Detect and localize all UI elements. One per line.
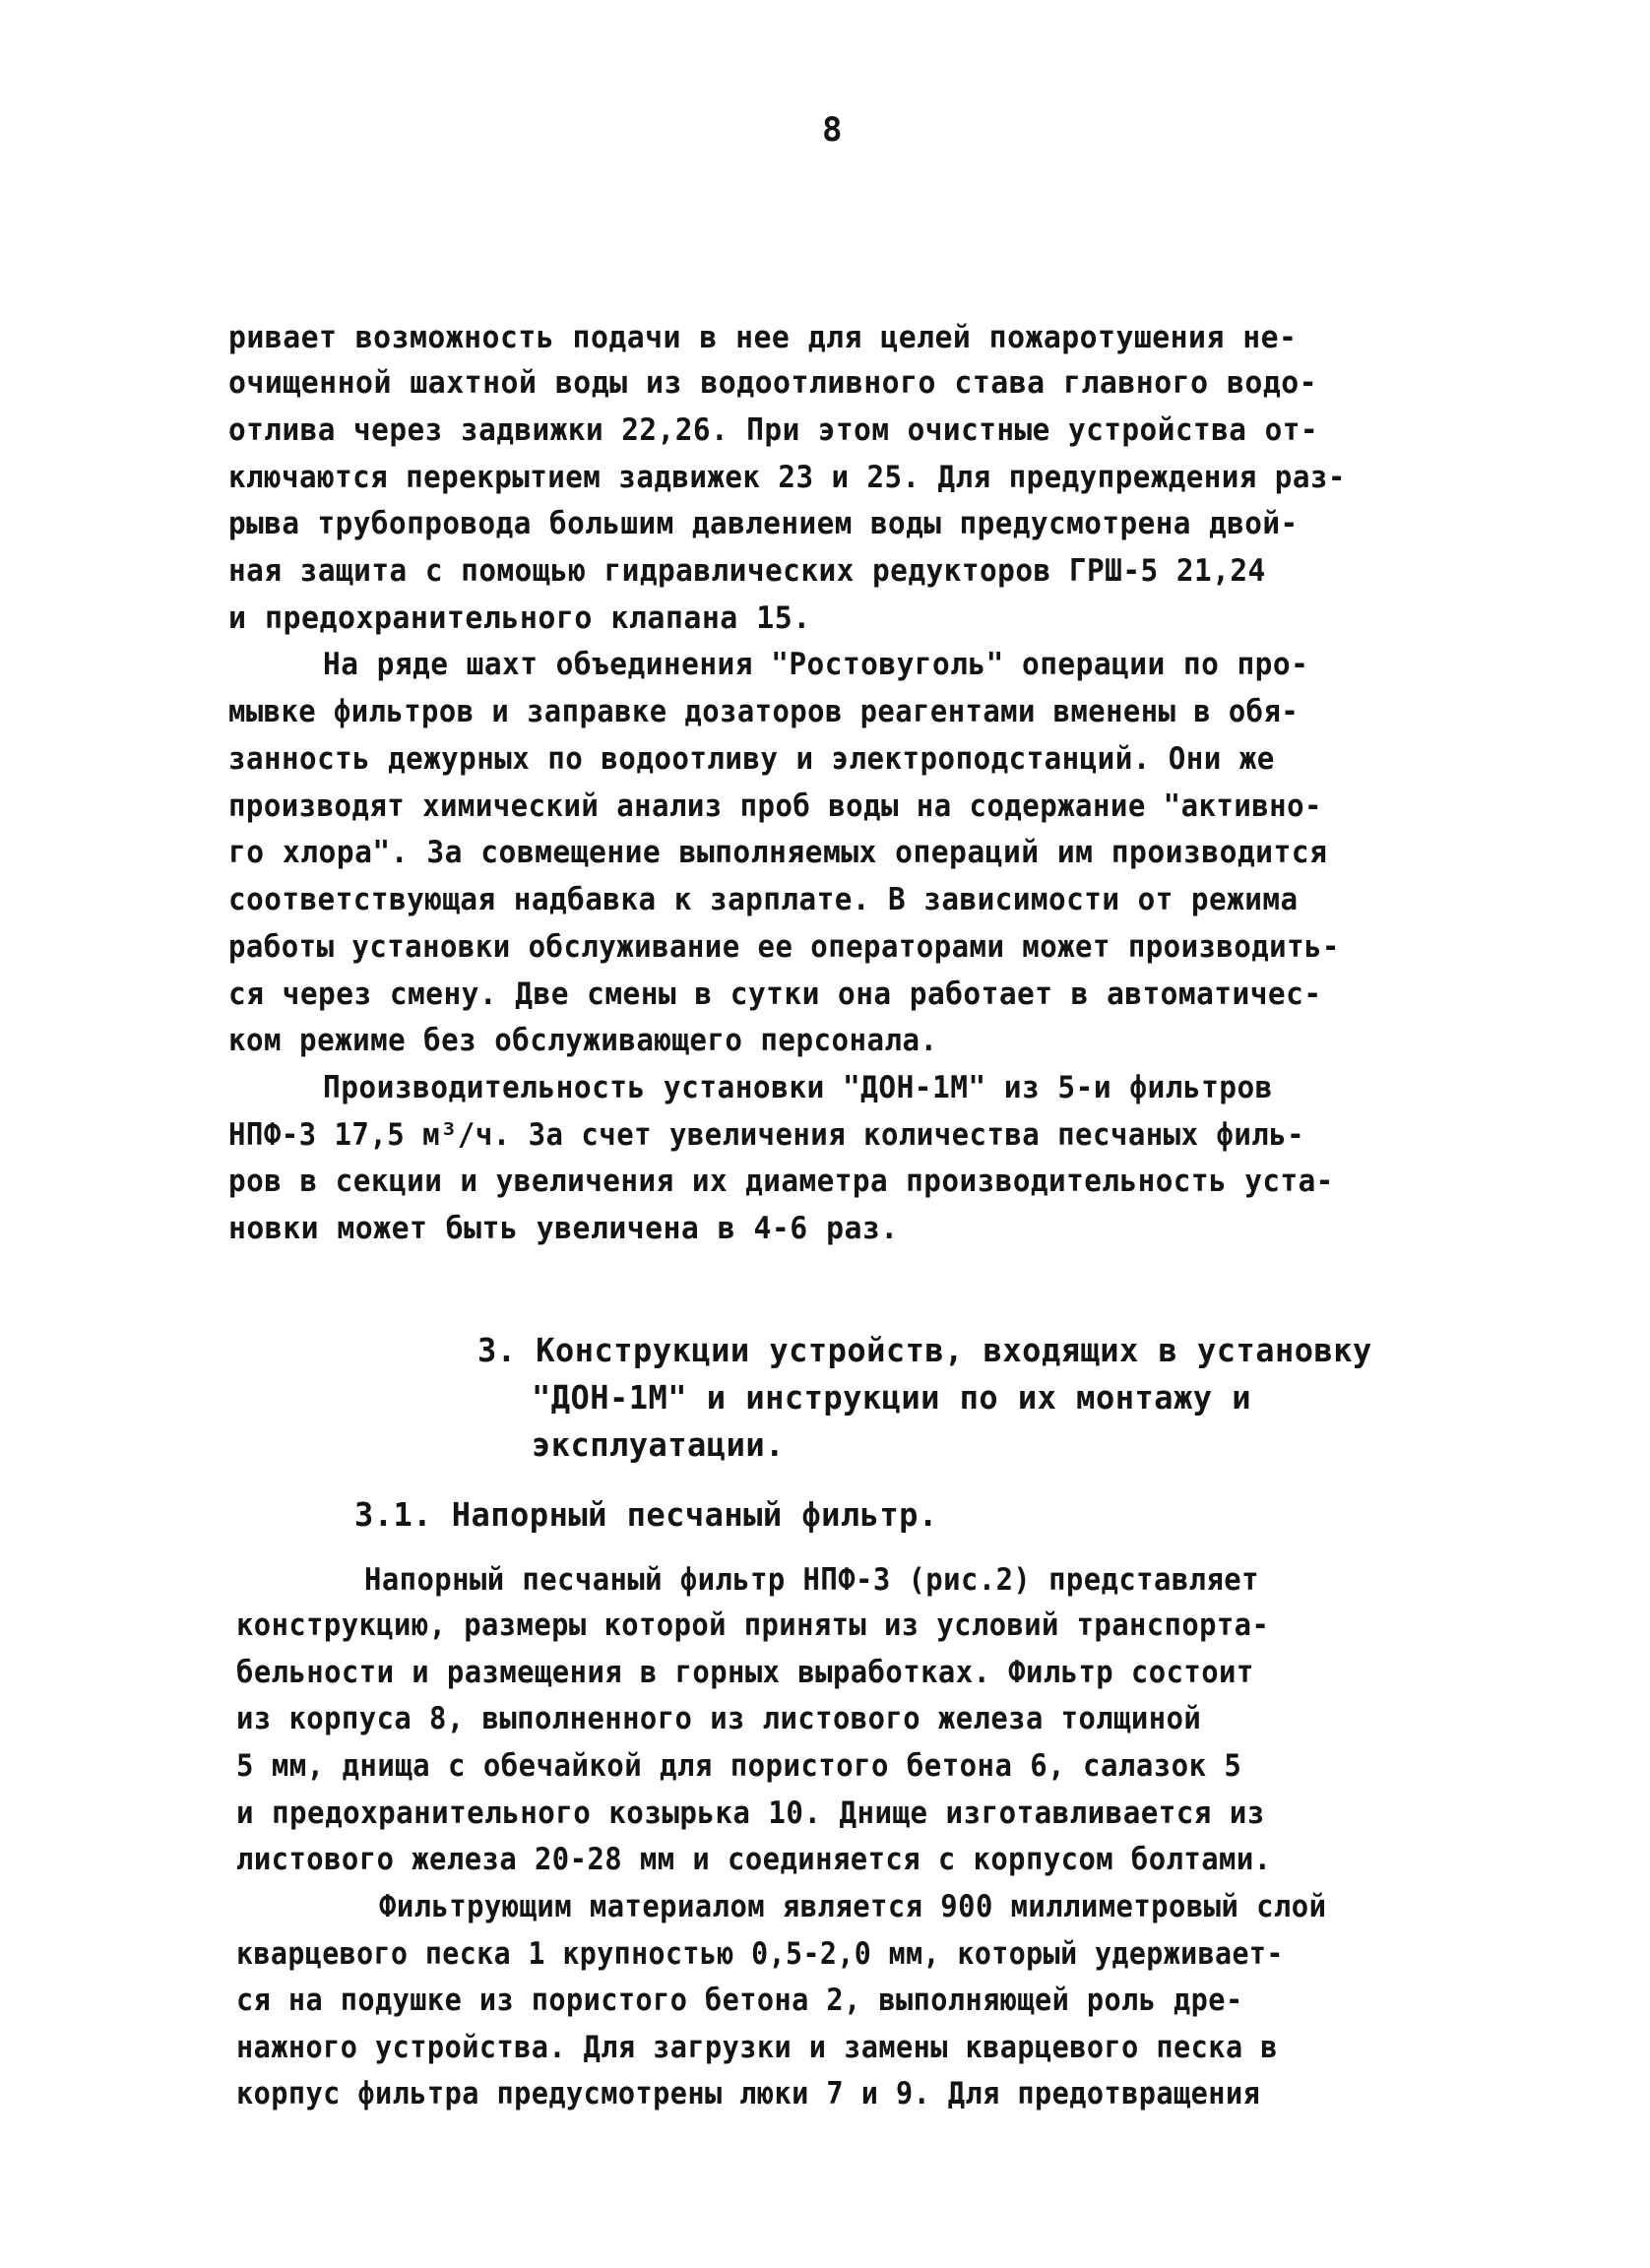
- text-line: мывке фильтров и заправке дозаторов реагентами вменены в обя-: [228, 694, 1300, 729]
- text-line: из корпуса 8, выполненного из листового железа толщиной: [236, 1701, 1202, 1736]
- text-line: ров в секции и увеличения их диаметра производительность уста-: [228, 1164, 1334, 1199]
- text-line: рыва трубопровода большим давлением воды предусмотрена двой-: [228, 506, 1299, 541]
- text-line: Производительность установки "ДОН-1М" из 5-и фильтров: [323, 1070, 1273, 1105]
- text-line: занность дежурных по водоотливу и электроподстанций. Они же: [228, 741, 1275, 777]
- text-line: соответствующая надбавка к зарплате. В зависимости от режима: [228, 882, 1299, 917]
- text-line: На ряде шахт объединения "Ростовуголь" операции по про-: [323, 647, 1309, 682]
- text-line: и предохранительного клапана 15.: [228, 600, 811, 636]
- text-line: нажного устройства. Для загрузки и замены кварцевого песка в: [236, 2030, 1278, 2065]
- text-line: Напорный песчаный фильтр НПФ-3 (рис.2) представляет: [364, 1562, 1259, 1598]
- text-line: кварцевого песка 1 крупностью 0,5-2,0 мм, который удерживает-: [236, 1936, 1284, 1972]
- section-heading-line: 3. Конструкции устройств, входящих в установку: [477, 1331, 1372, 1369]
- text-line: производят химический анализ проб воды на содержание "активно-: [228, 788, 1322, 824]
- text-line: работы установки обслуживание ее операторами может производить-: [228, 929, 1340, 965]
- text-line: ключаются перекрытием задвижек 23 и 25. Для предупреждения раз-: [228, 460, 1346, 495]
- text-line: НПФ-3 17,5 м³/ч. За счет увеличения количества песчаных филь-: [228, 1117, 1305, 1153]
- text-line: бельности и размещения в горных выработках. Фильтр состоит: [236, 1655, 1254, 1690]
- subsection-heading: 3.1. Напорный песчаный фильтр.: [354, 1495, 938, 1534]
- text-line: конструкцию, размеры которой приняты из условий транспорта-: [236, 1607, 1270, 1643]
- text-line: ная защита с помощью гидравлических редукторов ГРШ-5 21,24: [228, 553, 1266, 589]
- text-line: го хлора". За совмещение выполняемых операций им производится: [228, 835, 1328, 870]
- page-number: 8: [822, 110, 843, 150]
- text-line: 5 мм, днища с обечайкой для пористого бетона 6, салазок 5: [236, 1748, 1242, 1784]
- text-line: Фильтрующим материалом является 900 миллиметровый слой: [379, 1889, 1327, 1924]
- text-line: ривает возможность подачи в нее для целей пожаротушения не-: [228, 320, 1298, 355]
- text-line: листового железа 20-28 мм и соединяется с корпусом болтами.: [236, 1842, 1272, 1877]
- text-line: ком режиме без обслуживающего персонала.: [228, 1023, 938, 1058]
- text-line: очищенной шахтной воды из водоотливного става главного водо-: [228, 365, 1318, 401]
- section-heading-line: эксплуатации.: [532, 1425, 785, 1464]
- text-line: корпус фильтра предусмотрены люки 7 и 9. Для предотвращения: [236, 2076, 1261, 2111]
- text-line: ся на подушке из пористого бетона 2, выполняющей роль дре-: [236, 1983, 1243, 2018]
- section-heading-line: "ДОН-1М" и инструкции по их монтажу и: [532, 1378, 1252, 1417]
- text-line: и предохранительного козырька 10. Днище изготавливается из: [236, 1796, 1265, 1831]
- text-line: ся через смену. Две смены в сутки она работает в автоматичес-: [228, 976, 1322, 1012]
- text-line: отлива через задвижки 22,26. При этом очистные устройства от-: [228, 412, 1319, 448]
- text-line: новки может быть увеличена в 4-6 раз.: [228, 1211, 899, 1246]
